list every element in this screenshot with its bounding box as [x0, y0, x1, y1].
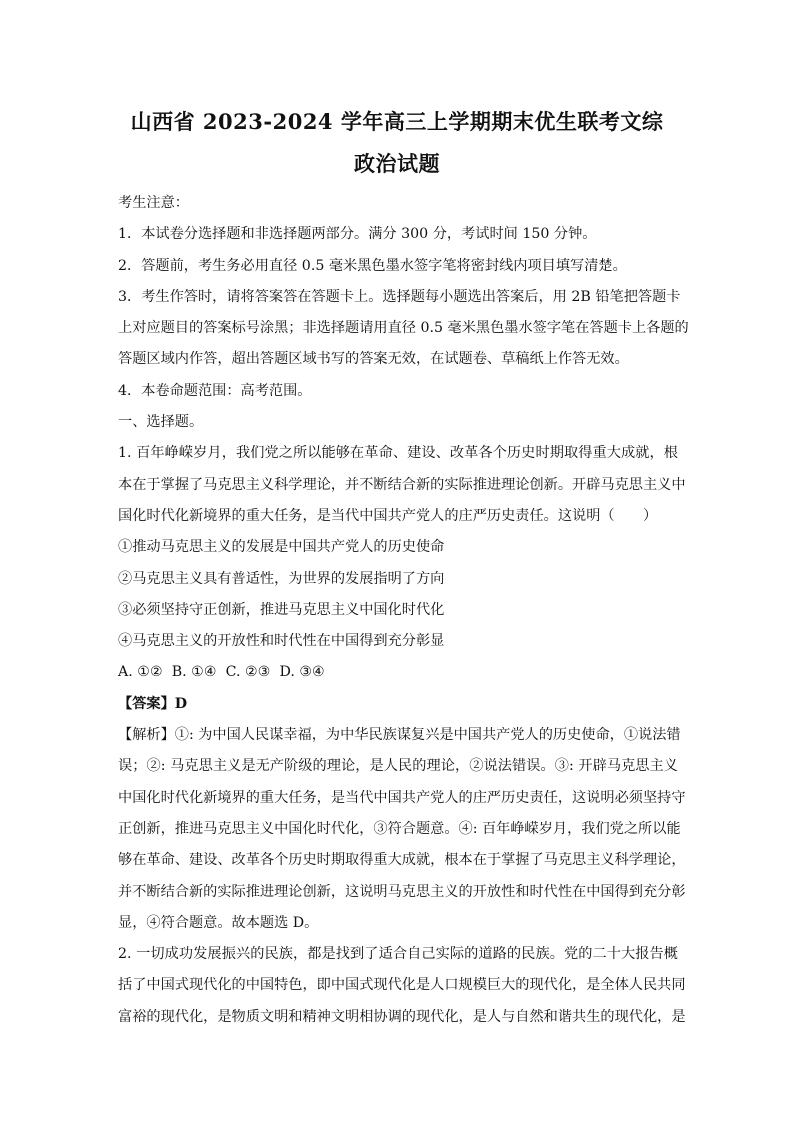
- question-1-analysis-line-4: 正创新，推进马克思主义中国化时代化，③符合题意。④: 百年峥嵘岁月，我们党之所以能: [118, 820, 681, 837]
- notice-item-3-line-2: 上对应题目的答案标号涂黑；非选择题请用直径 0.5 毫米黑色墨水签字笔在答题卡上各题的: [118, 320, 689, 337]
- document-title: 山西省 2023-2024 学年高三上学期期末优生联考文综: [130, 109, 664, 134]
- question-1-option-2: ②马克思主义具有普适性，为世界的发展指明了方向: [118, 570, 445, 587]
- question-1-analysis-line-7: 显，④符合题意。故本题选 D。: [118, 914, 319, 931]
- question-1-analysis-line-1: 【解析】①: 为中国人民谋幸福，为中华民族谋复兴是中国共产党人的历史使命，①说法错: [118, 727, 681, 744]
- question-1-option-4: ④马克思主义的开放性和时代性在中国得到充分彰显: [118, 633, 445, 650]
- question-1-analysis-line-2: 误；②: 马克思主义是无产阶级的理论，是人民的理论，②说法错误。③: 开辟马克思主义: [118, 758, 678, 775]
- question-1-stem-line-1: 1. 百年峥嵘岁月，我们党之所以能够在革命、建设、改革各个历史时期取得重大成就，根: [118, 445, 678, 462]
- question-1-analysis-line-6: 并不断结合新的实际推进理论创新，这说明马克思主义的开放性和时代性在中国得到充分彰: [118, 883, 686, 900]
- notice-item-1: 1．本试卷分选择题和非选择题两部分。满分 300 分，考试时间 150 分钟。: [118, 226, 597, 243]
- question-1-stem-line-3: 国化时代化新境界的重大任务，是当代中国共产党人的庄严历史责任。这说明（ ）: [118, 507, 658, 524]
- question-2-stem-line-1: 2. 一切成功发展振兴的民族，都是找到了适合自己实际的道路的民族。党的二十大报告概: [118, 946, 678, 963]
- question-1-stem-line-2: 本在于掌握了马克思主义科学理论，并不断结合新的实际推进理论创新。开辟马克思主义中: [118, 476, 686, 493]
- question-1-option-3: ③必须坚持守正创新，推进马克思主义中国化时代化: [118, 601, 445, 618]
- question-2-stem-line-2: 括了中国式现代化的中国特色，即中国式现代化是人口规模巨大的现代化，是全体人民共同: [118, 977, 686, 994]
- document-subtitle: 政治试题: [354, 151, 440, 176]
- question-2-stem-line-3: 富裕的现代化，是物质文明和精神文明相协调的现代化，是人与自然和谐共生的现代化，是: [118, 1008, 686, 1025]
- document-body: [118, 188, 689, 1033]
- question-1-analysis-line-5: 够在革命、建设、改革各个历史时期取得重大成就，根本在于掌握了马克思主义科学理论，: [118, 852, 686, 869]
- notice-item-3-line-1: 3．考生作答时，请将答案答在答题卡上。选择题每小题选出答案后，用 2B 铅笔把答题卡: [118, 288, 681, 305]
- notice-item-4: 4．本卷命题范围：高考范围。: [118, 382, 312, 399]
- notice-item-2: 2．答题前，考生务必用直径 0.5 毫米黑色墨水签字笔将密封线内项目填写清楚。: [118, 257, 627, 274]
- section-heading: 一、选择题。: [118, 414, 204, 431]
- notice-heading: 考生注意：: [118, 195, 189, 211]
- question-1-choices: A. ①② B. ①④ C. ②③ D. ③④: [118, 664, 325, 681]
- question-1-answer: 【答案】D: [118, 695, 188, 712]
- notice-item-3-line-3: 答题区域内作答，超出答题区域书写的答案无效，在试题卷、草稿纸上作答无效。: [118, 351, 629, 368]
- question-1-option-1: ①推动马克思主义的发展是中国共产党人的历史使命: [118, 539, 445, 556]
- question-1-analysis-line-3: 中国化时代化新境界的重大任务，是当代中国共产党人的庄严历史责任，这说明必须坚持守: [118, 789, 686, 806]
